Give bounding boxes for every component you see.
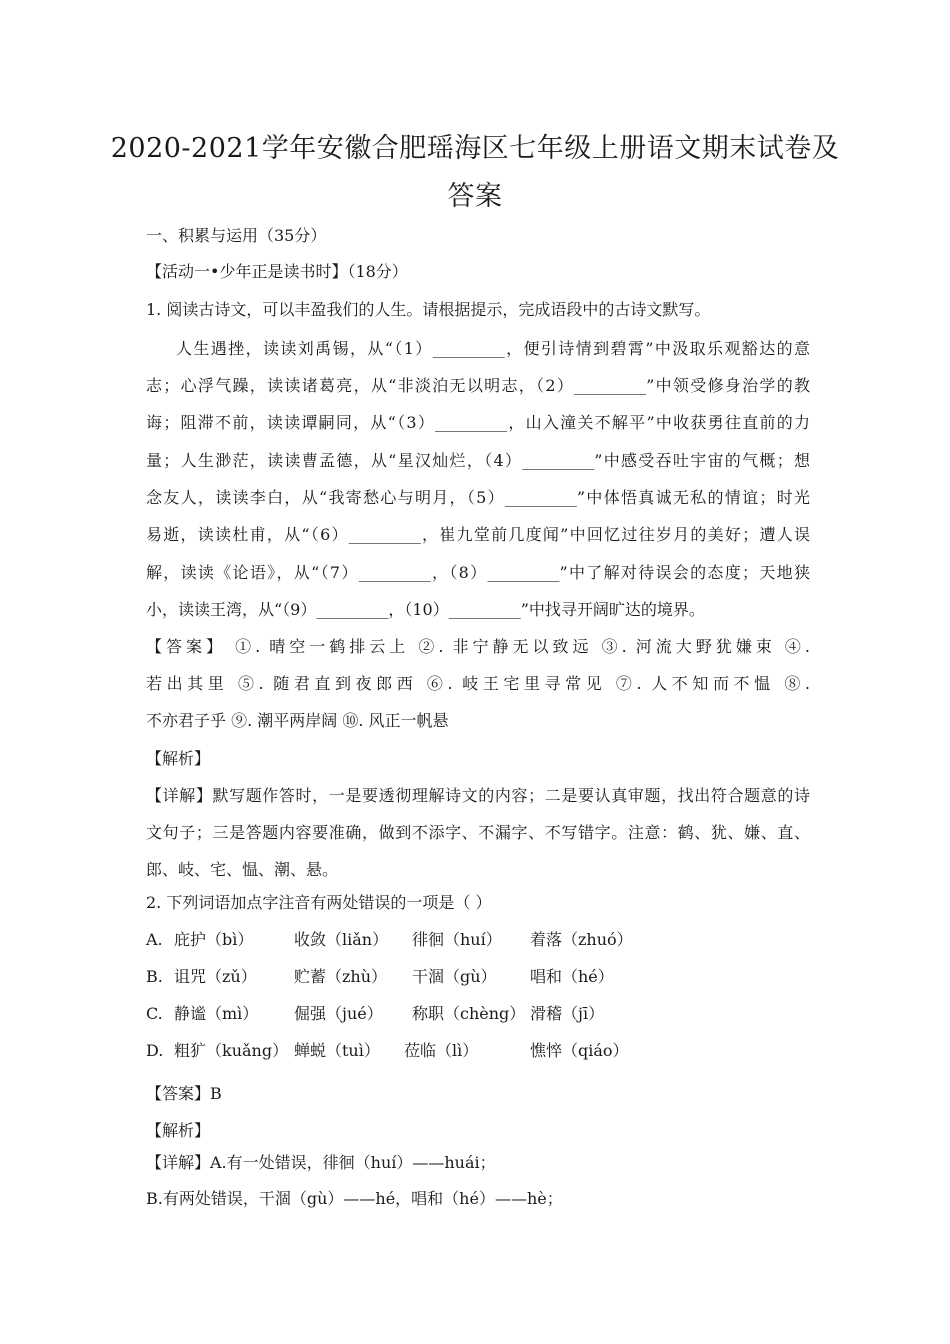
option-word: 静谧（mì） (174, 1004, 259, 1023)
question-2-answer: 【答案】B (146, 1084, 222, 1103)
answer-line: 【答案】 ①. 晴空一鹤排云上 ②. 非宁静无以致远 ③. 河流大野犹嫌束 ④. (146, 637, 810, 656)
question-1-stem: 1. 阅读古诗文，可以丰盈我们的人生。请根据提示，完成语段中的古诗文默写。 (146, 300, 711, 319)
option-word: 徘徊（huí） (412, 930, 502, 949)
passage-line: 小，读读王湾，从“（9）_________，（10）_________”中找寻开阔旷达的境界。 (146, 600, 705, 619)
option-word: 称职（chèng） (412, 1004, 526, 1023)
passage-line: 诲；阻滞不前，读读谭嗣同，从“（3）_________，山入潼关不解平”中收获勇往直前的力 (146, 413, 810, 432)
passage-line: 易逝，读读杜甫，从“（6）_________，崔九堂前几度闻”中回忆过往岁月的美好；遭人误 (146, 525, 810, 544)
detail-line: 郎、岐、宅、愠、潮、悬。 (146, 860, 339, 879)
option-word: 倔强（jué） (294, 1004, 383, 1023)
detail-line: 【详解】默写题作答时，一是要透彻理解诗文的内容；二是要认真审题，找出符合题意的诗 (146, 786, 810, 805)
option-word: 着落（zhuó） (530, 930, 633, 949)
document-title-line-1: 2020-2021学年安徽合肥瑶海区七年级上册语文期末试卷及 (110, 133, 840, 164)
option-label: C. (146, 1004, 163, 1023)
answer-line: 不亦君子乎 ⑨. 潮平两岸阔 ⑩. 风正一帆悬 (146, 711, 449, 730)
detail-line: 【详解】A.有一处错误，徘徊（huí）——huái； (146, 1153, 496, 1172)
option-word: 莅临（lì） (404, 1041, 479, 1060)
detail-line: B.有两处错误，干涸（gù）——hé，唱和（hé）——hè； (146, 1189, 563, 1208)
option-word: 诅咒（zǔ） (174, 967, 257, 986)
passage-line: 人生遇挫，读读刘禹锡，从“（1）_________，便引诗情到碧霄”中汲取乐观豁达的意 (176, 339, 810, 358)
passage-line: 志；心浮气躁，读读诸葛亮，从“非淡泊无以明志，（2）_________”中领受修身治学的教 (146, 376, 810, 395)
answer-line: 若出其里 ⑤. 随君直到夜郎西 ⑥. 岐王宅里寻常见 ⑦. 人不知而不愠 ⑧. (146, 674, 810, 693)
activity-heading: 【活动一•少年正是读书时】（18分） (146, 262, 408, 281)
option-word: 憔悴（qiáo） (530, 1041, 629, 1060)
option-label: A. (146, 930, 163, 949)
option-word: 收敛（liǎn） (294, 930, 389, 949)
analysis-label: 【解析】 (146, 749, 211, 768)
option-word: 唱和（hé） (530, 967, 614, 986)
option-word: 蝉蜕（tuì） (294, 1041, 380, 1060)
passage-line: 量；人生渺茫，读读曹孟德，从“星汉灿烂，（4）_________”中感受吞吐宇宙的气概；想 (146, 451, 810, 470)
passage-line: 念友人，读读李白，从“我寄愁心与明月，（5）_________”中体悟真诚无私的情谊；时光 (146, 488, 810, 507)
option-label: D. (146, 1041, 164, 1060)
detail-line: 文句子；三是答题内容要准确，做到不添字、不漏字、不写错字。注意：鹤、犹、嫌、直、 (146, 823, 810, 842)
question-2-stem: 2. 下列词语加点字注音有两处错误的一项是（ ） (146, 893, 492, 912)
passage-line: 解，读读《论语》，从“（7）_________，（8）_________”中了解对待误会的态度；天地狭 (146, 563, 810, 582)
option-word: 粗犷（kuǎng） (174, 1041, 289, 1060)
option-word: 贮蓄（zhù） (294, 967, 388, 986)
option-word: 庇护（bì） (174, 930, 254, 949)
option-word: 干涸（gù） (412, 967, 497, 986)
analysis-label: 【解析】 (146, 1121, 211, 1140)
document-title-line-2: 答案 (447, 181, 503, 212)
option-word: 滑稽（jī） (530, 1004, 605, 1023)
option-label: B. (146, 967, 163, 986)
section-heading: 一、积累与运用（35分） (146, 226, 327, 245)
